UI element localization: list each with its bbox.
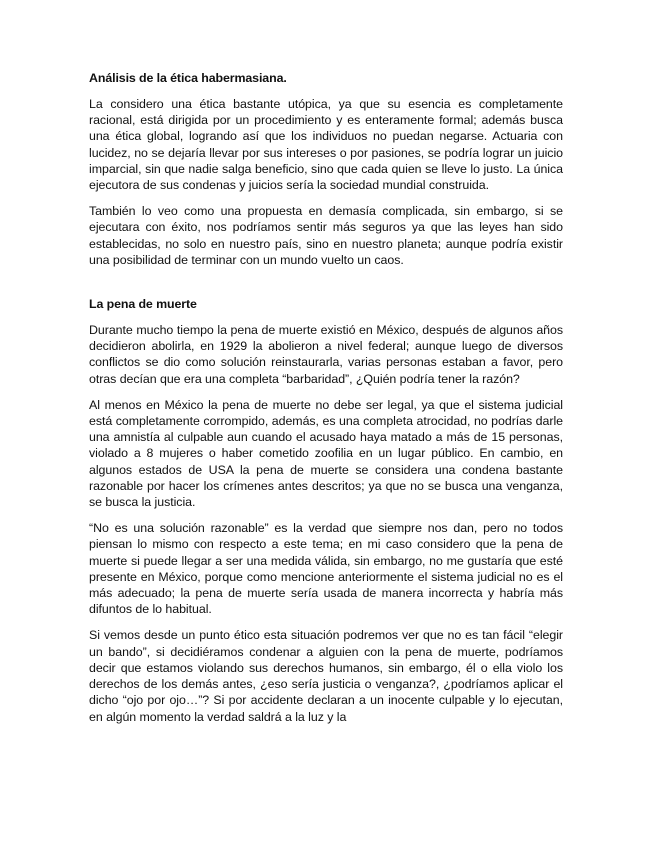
document-page (89, 70, 563, 735)
section-heading-etica-habermasiana: Análisis de la ética habermasiana. (89, 71, 287, 85)
paragraph: Si vemos desde un punto ético esta situación podremos ver que no es tan fácil “elegir un bando”, si decidiéramos condenar a alguien con la pena de muerte, podríamos decir que estamos violando sus derechos humanos, sin embargo, él o ella violo los derechos de los demás antes, ¿eso sería justicia o venganza?, ¿podríamos aplicar el dicho “ojo por ojo…”? Si por accidente declaran a un inocente culpable y lo ejecutan, en algún momento la verdad saldrá a la luz y la (89, 628, 563, 724)
paragraph: Al menos en México la pena de muerte no debe ser legal, ya que el sistema judicial está completamente corrompido, además, es una completa atrocidad, no podrías darle una amnistía al culpable aun cuando el acusado haya matado a más de 15 personas, violado a 8 mujeres o haber cometido zoofilia en un lugar público. En cambio, en algunos estados de USA la pena de muerte se considera una condena bastante razonable por hacer los crímenes antes descritos; ya que no se busca una venganza, se busca la justicia. (89, 397, 563, 510)
section-heading-pena-de-muerte: La pena de muerte (89, 297, 197, 312)
section-spacer (89, 278, 563, 296)
paragraph: La considero una ética bastante utópica, ya que su esencia es completamente racional, está dirigida por un procedimiento y es enteramente formal; además busca una ética global, logrando así que los individuos no puedan negarse. Actuaria con lucidez, no se dejaría llevar por sus intereses o por pasiones, se podría lograr un juicio imparcial, sin que nadie salga beneficio, sino que cada quien se lleve lo justo. La única ejecutora de sus condenas y juicios sería la sociedad mundial construida. (89, 97, 563, 193)
paragraph: También lo veo como una propuesta en demasía complicada, sin embargo, si se ejecutara con éxito, nos podríamos sentir más seguros ya que las leyes han sido establecidas, no solo en nuestro país, sino en nuestro planeta; aunque podría existir una posibilidad de terminar con un mundo vuelto un caos. (89, 204, 563, 267)
paragraph: “No es una solución razonable” es la verdad que siempre nos dan, pero no todos piensan lo mismo con respecto a este tema; en mi caso considero que la pena de muerte si puede llegar a ser una medida válida, sin embargo, no me gustaría que esté presente en México, porque como mencione anteriormente el sistema judicial no es el más adecuado; la pena de muerte sería usada de manera incorrecta y habría más difuntos de lo habitual. (89, 521, 563, 617)
paragraph: Durante mucho tiempo la pena de muerte existió en México, después de algunos años decidieron abolirla, en 1929 la abolieron a nivel federal; aunque luego de diversos conflictos se dio como solución reinstaurarla, varias personas estaban a favor, pero otras decían que era una completa “barbaridad”, ¿Quién podría tener la razón? (89, 323, 563, 386)
